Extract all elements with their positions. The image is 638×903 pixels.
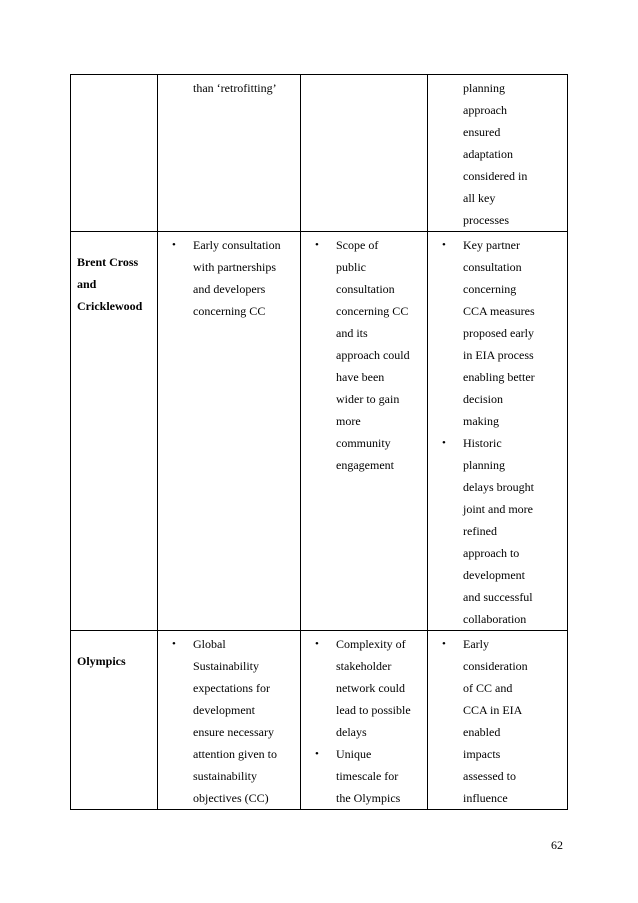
bullet-icon: • [315,748,319,760]
list-item [301,633,423,743]
cell-col-c [428,631,568,810]
evaluation-table [70,74,568,810]
table-row-brent-cross [71,232,568,631]
bullet-list [301,633,423,809]
list-item [158,234,296,322]
bullet-list [428,234,563,630]
place-cell-empty [71,75,158,232]
page-number: 62 [551,838,563,852]
place-label: Brent Cross and Cricklewood [77,255,143,313]
cell-text: planning approach ensured adaptation considered in all key processes [463,81,528,227]
bullet-icon: • [442,437,446,449]
list-item-text: Global Sustainability expectations for development ensure necessary attention given to sustainability objectives (CC) [193,637,277,805]
list-item-text: Scope of public consultation concerning CC and its approach could have been wider to gain more community engagement [336,238,410,472]
cell-col-c [428,75,568,232]
bullet-list [301,234,423,476]
cell-col-b [301,75,428,232]
place-label: Olympics [77,654,126,668]
list-item [301,743,423,809]
list-item-text: Complexity of stakeholder network could lead to possible delays [336,637,411,739]
list-item-text: Early consultation with partnerships and developers concerning CC [193,238,281,318]
cell-col-b [301,631,428,810]
list-item [158,633,296,809]
bullet-list [158,633,296,809]
cell-text: than ‘retrofitting’ [193,81,277,95]
list-item-text: Unique timescale for the Olympics [336,747,401,805]
list-item [428,432,563,630]
list-item [428,234,563,432]
bullet-icon: • [315,239,319,251]
list-item [301,234,423,476]
bullet-icon: • [172,239,176,251]
table-row-continued [71,75,568,232]
place-cell [71,232,158,631]
list-item-text: Historic planning delays brought joint and more refined approach to development and successful collaboration [463,436,534,626]
bullet-icon: • [315,638,319,650]
cell-col-c [428,232,568,631]
list-item [428,633,563,809]
table-row-olympics [71,631,568,810]
bullet-icon: • [172,638,176,650]
cell-col-a [158,232,301,631]
bullet-list [158,234,296,322]
place-cell [71,631,158,810]
cell-col-b [301,232,428,631]
list-item-text: Key partner consultation concerning CCA measures proposed early in EIA process enabling better decision making [463,238,535,428]
cell-col-a [158,75,301,232]
bullet-icon: • [442,638,446,650]
bullet-list [428,633,563,809]
bullet-icon: • [442,239,446,251]
cell-col-a [158,631,301,810]
list-item-text: Early consideration of CC and CCA in EIA enabled impacts assessed to influence [463,637,528,805]
